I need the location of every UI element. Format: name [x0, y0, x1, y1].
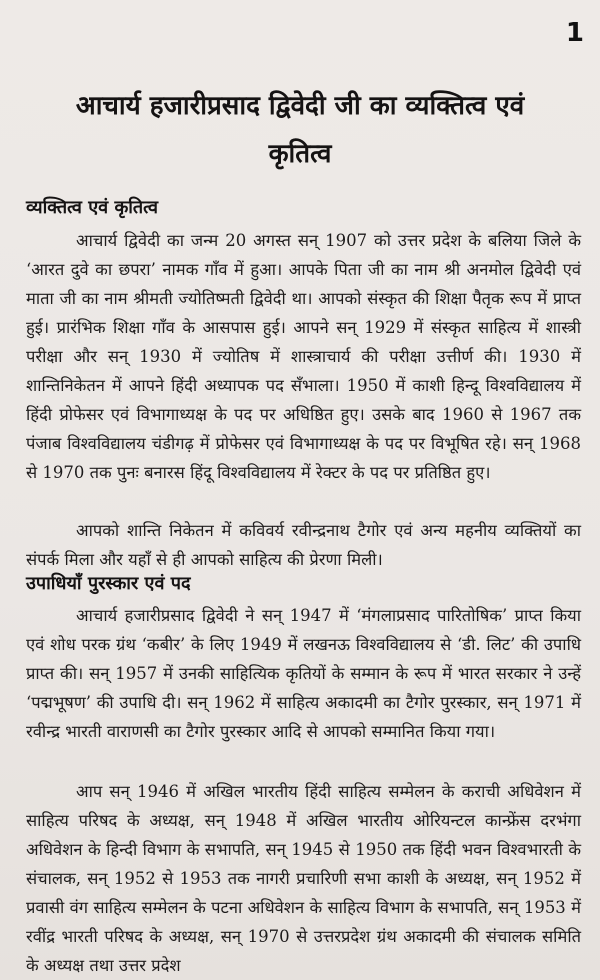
section-heading-awards: उपाधियाँ पुरस्कार एवं पद: [26, 573, 191, 594]
paragraph-awards: आचार्य हजारीप्रसाद द्विवेदी ने सन् 1947 में ‘मंगलाप्रसाद पारितोषिक’ प्राप्त किया एवं शोध परक ग्रंथ ‘कबीर’ के लिए 1949 में लखनऊ विश्वविद्यालय से ‘डी. लिट’ की उपाधि प्राप्त की। सन् 1957 में उनकी साहित्यिक कृतियों के सम्मान के रूप में भारत सरकार ने उन्हें ‘पद्मभूषण’ की उपाधि दी। सन् 1962 में साहित्य अकादमी का टैगोर पुरस्कार, सन् 1971 में रवीन्द्र भारती वाराणसी का टैगोर पुरस्कार आदि से आपको सम्मानित किया गया।: [26, 606, 581, 741]
chapter-title: आचार्य हजारीप्रसाद द्विवेदी जी का व्यक्तित्व एवं कृतित्व: [75, 91, 525, 169]
paragraph-biography: आचार्य द्विवेदी का जन्म 20 अगस्त सन् 1907 को उत्तर प्रदेश के बलिया जिले के ‘आरत दुवे का छपरा’ नामक गाँव में हुआ। आपके पिता जी का नाम श्री अनमोल द्विवेदी एवं माता जी का नाम श्रीमती ज्योतिष्मती द्विवेदी था। आपको संस्कृत की शिक्षा पैतृक रूप में प्राप्त हुई। प्रारंभिक शिक्षा गाँव के आसपास हुई। आपने सन् 1929 में संस्कृत साहित्य में शास्त्री परीक्षा और सन् 1930 में ज्योतिष में शास्त्राचार्य की परीक्षा उत्तीर्ण की। 1930 में शान्तिनिकेतन में आपने हिंदी अध्यापक पद सँभाला। 1950 में काशी हिन्दू विश्वविद्यालय में हिंदी प्रोफेसर एवं विभागाध्यक्ष के पद पर अधिष्ठित हुए। उसके बाद 1960 से 1967 तक पंजाब विश्वविद्यालय चंडीगढ़ में प्रोफेसर एवं विभागाध्यक्ष के पद पर विभूषित रहे। सन् 1968 से 1970 तक पुनः बनारस हिंदू विश्वविद्यालय में रेक्टर के पद पर प्रतिष्ठित हुए।: [26, 231, 581, 482]
paragraph-positions: आप सन् 1946 में अखिल भारतीय हिंदी साहित्य सम्मेलन के कराची अधिवेशन में साहित्य परिषद के अध्यक्ष, सन् 1948 में अखिल भारतीय ओरियन्टल कान्फ्रेंस दरभंगा अधिवेशन के हिन्दी विभाग के सभापति, सन् 1945 से 1950 तक हिंदी भवन विश्वभारती के संचालक, सन् 1952 से 1953 तक नागरी प्रचारिणी सभा काशी के अध्यक्ष, सन् 1952 में प्रवासी वंग साहित्य सम्मेलन के पटना अधिवेशन के साहित्य विभाग के सभापति, सन् 1953 में रवींद्र भारती परिषद के अध्यक्ष, सन् 1970 से उत्तरप्रदेश ग्रंथ अकादमी की संचालक समिति के अध्यक्ष तथा उत्तर प्रदेश: [26, 782, 581, 975]
section-heading-personality: व्यक्तित्व एवं कृतित्व: [26, 197, 158, 218]
paragraph-shantiniketan: आपको शान्ति निकेतन में कविवर्य रवीन्द्रनाथ टैगोर एवं अन्य महनीय व्यक्तियों का संपर्क मिला और यहाँ से ही आपको साहित्य की प्रेरणा मिली।: [26, 521, 581, 569]
page-number: 1: [565, 18, 584, 48]
